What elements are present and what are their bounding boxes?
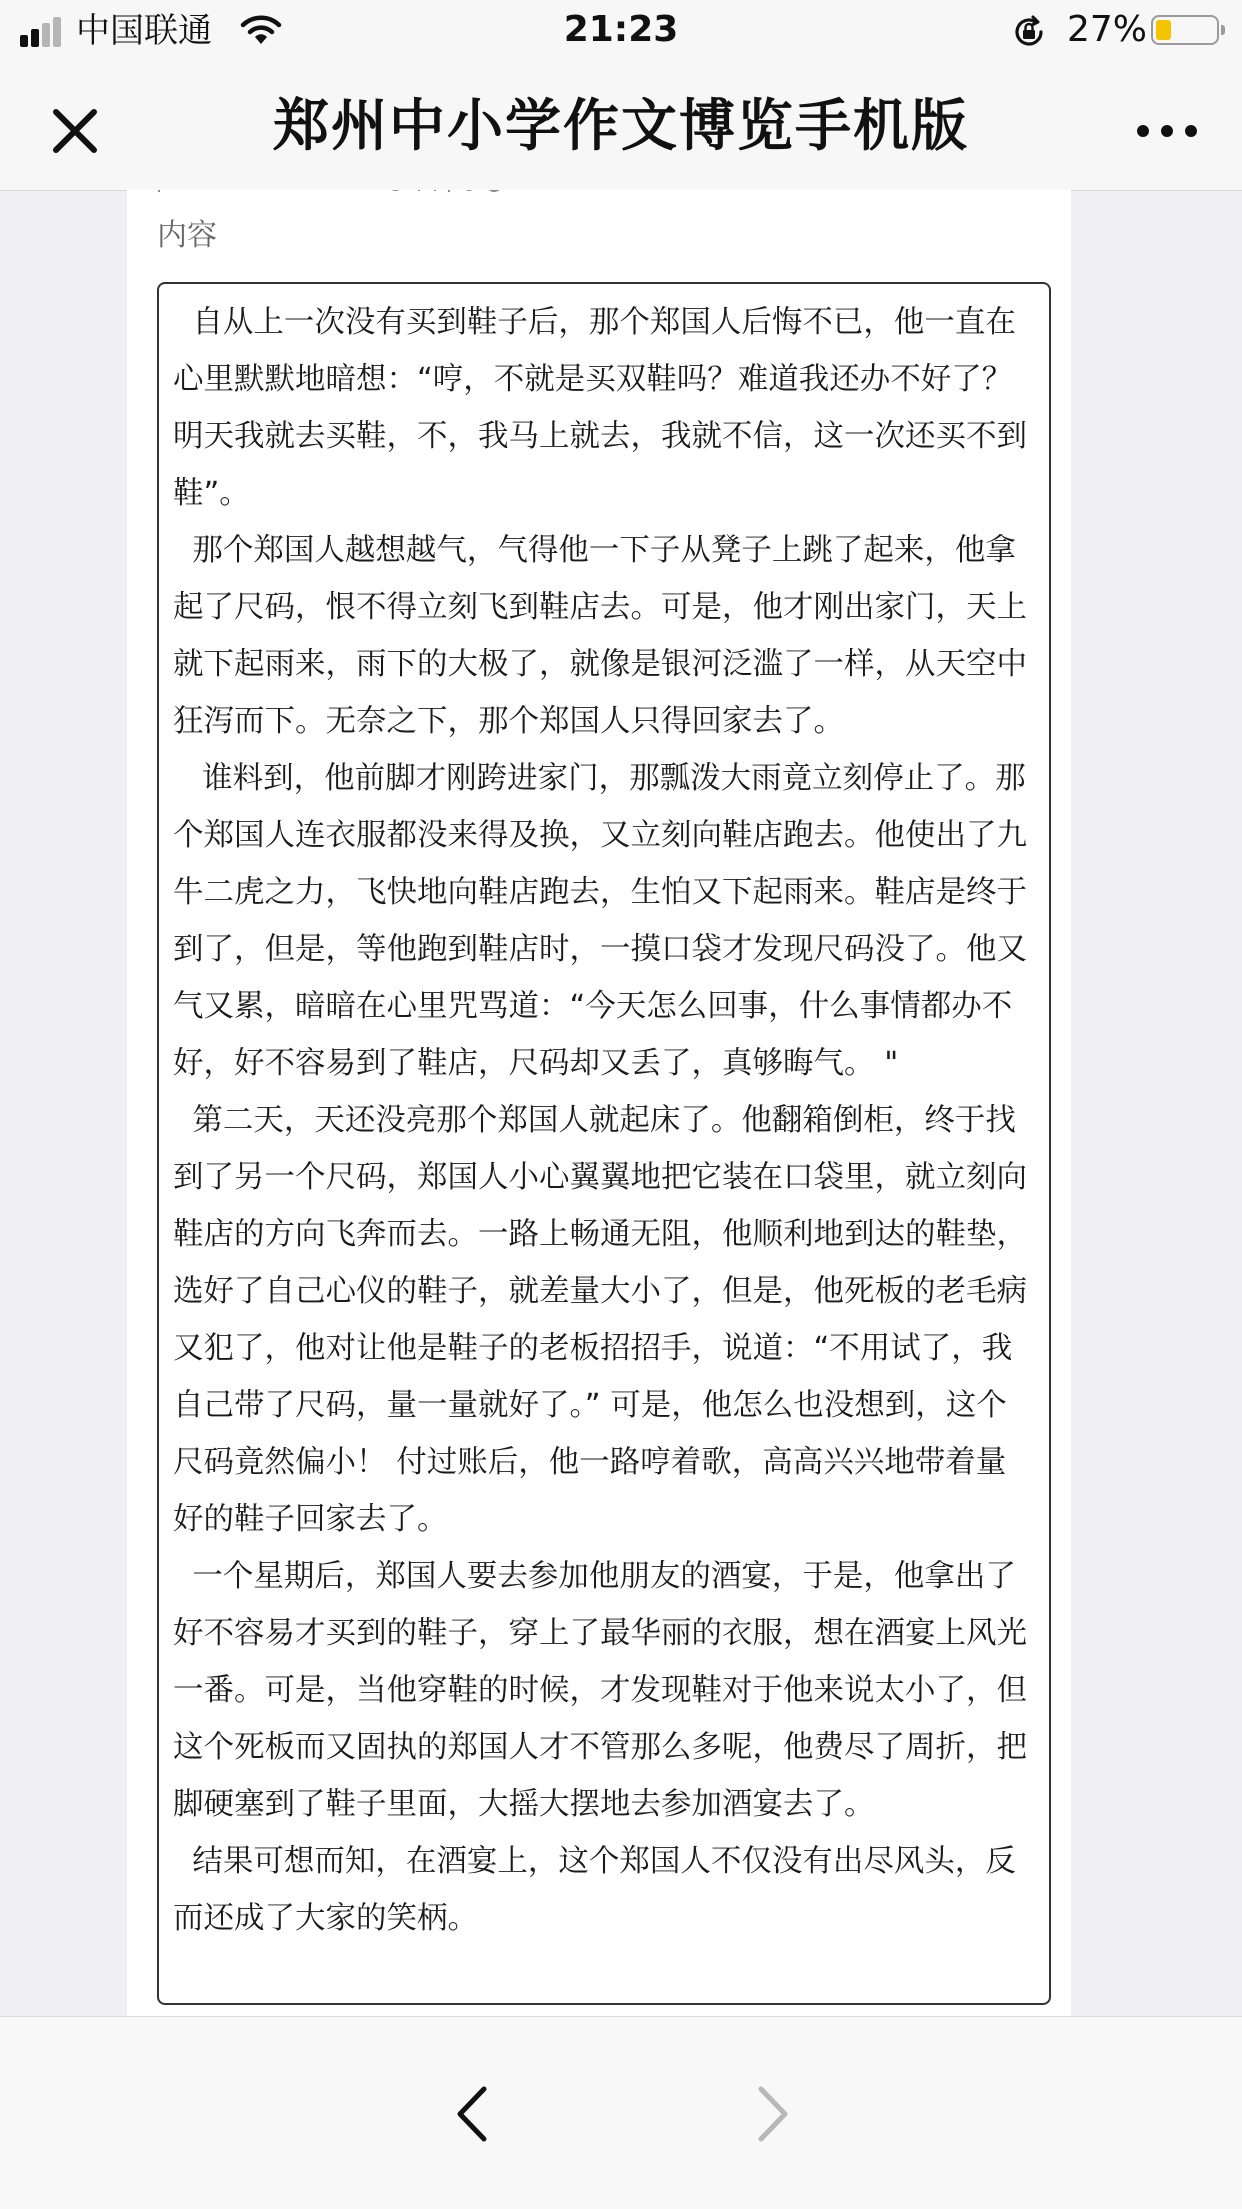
chevron-left-icon[interactable] — [440, 2079, 510, 2149]
essay-paragraph: 谁料到，他前脚才刚跨进家门，那瓢泼大雨竟立刻停止了。那个郑国人连衣服都没来得及换，又立刻向鞋店跑去。他使出了九牛二虎之力，飞快地向鞋店跑去，生怕又下起雨来。鞋店是终于到了，但是，等他跑到鞋店时，一摸口袋才发现尺码没了。他又气又累，暗暗在心里咒骂道：“今天怎么回事，什么事情都办不好，好不容易到了鞋店，尺码却又丢了，真够晦气。 " — [173, 761, 1027, 1081]
status-bar — [0, 0, 1242, 62]
essay-paragraph: 第二天，天还没亮那个郑国人就起床了。他翻箱倒柜，终于找到了另一个尺码，郑国人小心翼翼地把它装在口袋里，就立刻向鞋店的方向飞奔而去。一路上畅通无阻，他顺利地到达的鞋垫，选好了自己心仪的鞋子，就差量大小了，但是，他死板的老毛病又犯了，他对让他是鞋子的老板招招手，说道：“不用试了，我自己带了尺码，量一量就好了。” 可是，他怎么也没想到，这个尺码竟然偏小！ 付过账后，他一路哼着歌，高高兴兴地带着量好的鞋子回家去了。 — [173, 1103, 1027, 1537]
content-textarea[interactable] — [157, 282, 1051, 2005]
battery-level — [1156, 20, 1171, 40]
rotation-lock-icon — [1011, 14, 1047, 50]
battery-nub — [1221, 25, 1225, 35]
carrier-name: 中国联通 — [76, 11, 212, 51]
essay-paragraph: 自从上一次没有买到鞋子后，那个郑国人后悔不已，他一直在心里默默地暗想：“哼，不就是买双鞋吗？难道我还办不好了？明天我就去买鞋，不，我马上就去，我就不信，这一次还买不到鞋”。 — [173, 305, 1027, 511]
web-content — [127, 190, 1071, 2016]
browser-toolbar — [0, 2016, 1242, 2209]
navigation-bar — [0, 62, 1242, 191]
content-field-label: 内容 — [157, 218, 217, 253]
battery-icon — [1151, 15, 1219, 45]
essay-paragraph: 结果可想而知，在酒宴上，这个郑国人不仅没有出尽风头，反而还成了大家的笑柄。 — [173, 1844, 1016, 1936]
page-title: 郑州中小学作文博览手机版 — [273, 94, 969, 159]
more-icon[interactable] — [1132, 119, 1202, 143]
essay-paragraph: 一个星期后，郑国人要去参加他朋友的酒宴，于是，他拿出了好不容易才买到的鞋子，穿上了最华丽的衣服，想在酒宴上风光一番。可是，当他穿鞋的时候，才发现鞋对于他来说太小了，但这个死板而又固执的郑国人才不管那么多呢，他费尽了周折，把脚硬塞到了鞋子里面，大摇大摆地去参加酒宴去了。 — [173, 1559, 1027, 1822]
chevron-right-icon[interactable] — [735, 2079, 805, 2149]
clock: 21:23 — [563, 9, 679, 50]
clipped-text-row — [157, 190, 657, 198]
essay-paragraph: 那个郑国人越想越气，气得他一下子从凳子上跳了起来，他拿起了尺码，恨不得立刻飞到鞋店去。可是，他才刚出家门，天上就下起雨来，雨下的大极了，就像是银河泛滥了一样，从天空中狂泻而下。无奈之下，那个郑国人只得回家去了。 — [173, 533, 1027, 739]
battery-percentage: 27% — [1067, 9, 1148, 50]
close-icon[interactable] — [40, 96, 110, 166]
